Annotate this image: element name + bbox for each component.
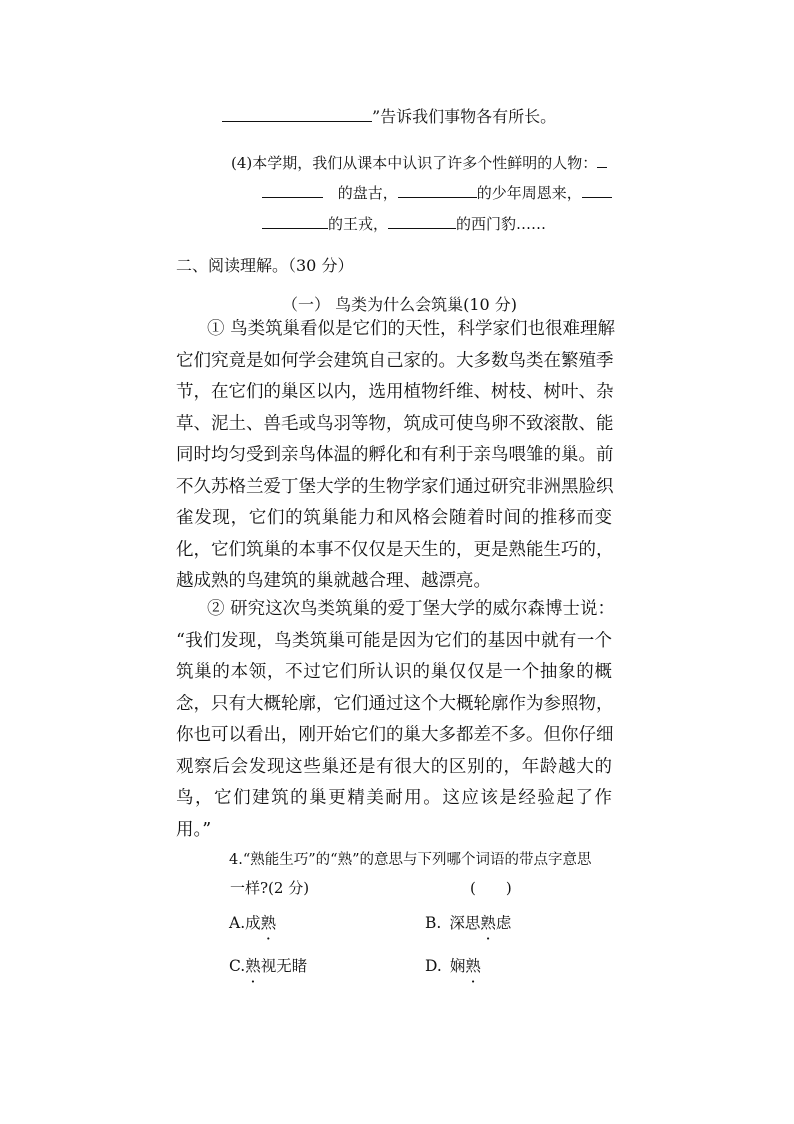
zhou-text: 的少年周恩来，	[476, 184, 582, 202]
paragraph-line: 不久苏格兰爱丁堡大学的生物学家们通过研究非洲黑脸织	[176, 476, 614, 497]
ximenbao-text: 的西门豹……	[456, 215, 547, 233]
pangu-text: 的盘古，	[337, 184, 398, 202]
paragraph-line: 鸟，它们建筑的巢更精美耐用。这应该是经验起了作	[176, 788, 612, 808]
passage-title: （一） 鸟类为什么会筑巢(10 分)	[282, 295, 518, 314]
option-letter: B.	[425, 914, 442, 932]
q3-line	[222, 104, 556, 127]
option-text: 虑	[495, 914, 512, 932]
paragraph-line: ① 鸟类筑巢看似是它们的天性，科学家们也很难理解	[207, 319, 616, 339]
ximenbao-blank[interactable]	[388, 213, 456, 229]
paragraph-line: “我们发现，鸟类筑巢可能是因为它们的基因中就有一个	[176, 630, 612, 651]
paragraph-line: 筑巢的本领，不过它们所认识的巢仅仅是一个抽象的概	[176, 662, 612, 682]
dotted-char: 熟	[465, 957, 481, 975]
dotted-char: 熟	[260, 914, 277, 932]
q4-line-2	[262, 182, 612, 203]
option-letter: A.	[229, 914, 246, 932]
dotted-char: 熟	[245, 957, 261, 975]
paragraph-line: 化，它们筑巢的本事不仅仅是天生的，更是熟能生巧的，	[176, 539, 614, 560]
passage-paragraph-1	[176, 314, 616, 598]
paragraph-line: 它们究竟是如何学会建筑自己家的。大多数鸟类在繁殖季	[176, 350, 614, 371]
wangrong-blank[interactable]	[262, 213, 328, 229]
zhou-blank[interactable]	[398, 182, 477, 198]
option-letter: C.	[229, 957, 246, 975]
option-c[interactable]	[229, 954, 307, 976]
paragraph-line: 越成熟的鸟建筑的巢就越合理、越漂亮。	[176, 571, 491, 591]
paragraph-line: 草、泥土、兽毛或鸟羽等物，筑成可使鸟卵不致滚散、能	[176, 413, 614, 434]
wangrong-text: 的王戎，	[328, 215, 389, 233]
pangu-blank[interactable]	[262, 182, 323, 198]
option-text: 娴	[449, 957, 466, 975]
passage-paragraph-2	[176, 594, 616, 846]
paragraph-line: 用。”	[176, 819, 212, 840]
paragraph-line: 雀发现，它们的筑巢能力和风格会随着时间的推移而变	[176, 508, 612, 528]
option-text: 视无睹	[260, 957, 308, 975]
question-4-stem-2: 一样?(2 分)	[230, 879, 310, 897]
option-text: 成	[245, 914, 261, 932]
q4-line-3	[262, 213, 546, 234]
q3-answer-blank[interactable]	[222, 105, 372, 122]
dotted-char: 熟	[480, 914, 496, 932]
question-4-stem: 4.“熟能生巧”的“熟”的意思与下列哪个词语的带点字意思	[229, 852, 592, 868]
section-heading: 二、阅读理解。（30 分）	[176, 256, 354, 275]
paragraph-line: 你也可以看出，刚开始它们的巢大多都差不多。但你仔细	[176, 725, 614, 745]
option-b[interactable]	[425, 911, 511, 933]
q4-intro-line	[231, 152, 607, 173]
q4-intro-text: (4)本学期，我们从课本中认识了许多个性鲜明的人物：	[231, 154, 598, 172]
option-d[interactable]	[425, 954, 481, 976]
paragraph-line: ② 研究这次鸟类筑巢的爱丁堡大学的威尔森博士说：	[207, 599, 616, 619]
q4-intro-blank[interactable]	[597, 152, 607, 168]
option-letter: D.	[425, 957, 442, 975]
q3-text: ”告诉我们事物各有所长。	[372, 107, 557, 126]
paragraph-line: 念，只有大概轮廓，它们通过这个大概轮廓作为参照物，	[176, 693, 614, 714]
paragraph-line: 同时均匀受到亲鸟体温的孵化和有利于亲鸟喂雏的巢。前	[176, 445, 614, 465]
answer-bracket[interactable]: ( )	[470, 879, 512, 897]
paragraph-line: 观察后会发现这些巢还是有很大的区别的，年龄越大的	[176, 756, 612, 777]
zhou-tail-blank[interactable]	[582, 182, 612, 198]
paragraph-line: 节，在它们的巢区以内，选用植物纤维、树枝、树叶、杂	[176, 382, 614, 402]
option-text: 深思	[449, 914, 481, 932]
option-a[interactable]	[229, 911, 276, 933]
